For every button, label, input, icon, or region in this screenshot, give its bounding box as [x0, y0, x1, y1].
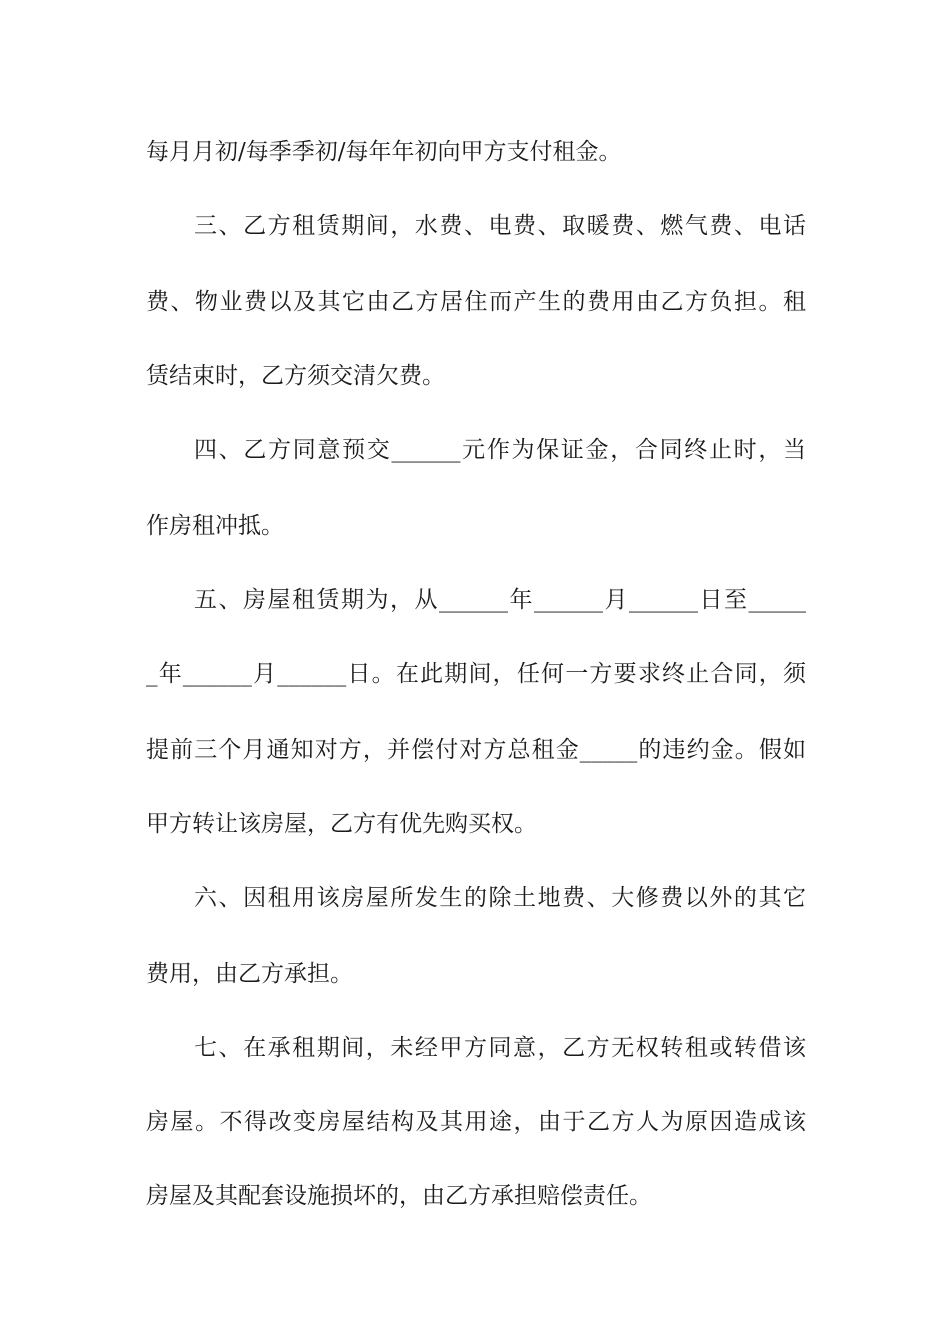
text-line: 赁结束时，乙方须交清欠费。 [146, 363, 445, 389]
text-line: 每月月初/每季季初/每年年初向甲方支付租金。 [146, 139, 622, 165]
text-line: 六、因租用该房屋所发生的除土地费、大修费以外的其它 [194, 885, 806, 911]
text-line: 提前三个月通知对方，并偿付对方总租金_____的违约金。假如 [146, 737, 806, 763]
text-line: 房屋及其配套设施损坏的，由乙方承担赔偿责任。 [146, 1183, 652, 1209]
text-line: 五、房屋租赁期为，从______年______月______日至_____ [194, 587, 806, 613]
text-line: 三、乙方租赁期间，水费、电费、取暖费、燃气费、电话 [194, 213, 806, 239]
text-line: 费、物业费以及其它由乙方居住而产生的费用由乙方负担。租 [146, 289, 806, 315]
text-line: 费用，由乙方承担。 [146, 961, 353, 987]
text-line: 甲方转让该房屋，乙方有优先购买权。 [146, 811, 537, 837]
text-line: 作房租冲抵。 [146, 513, 284, 539]
text-line: 七、在承租期间，未经甲方同意，乙方无权转租或转借该 [194, 1035, 806, 1061]
text-line: 四、乙方同意预交______元作为保证金，合同终止时，当 [194, 437, 806, 463]
text-line: 房屋。不得改变房屋结构及其用途，由于乙方人为原因造成该 [146, 1109, 806, 1135]
text-line: _年______月______日。在此期间，任何一方要求终止合同，须 [146, 661, 806, 687]
